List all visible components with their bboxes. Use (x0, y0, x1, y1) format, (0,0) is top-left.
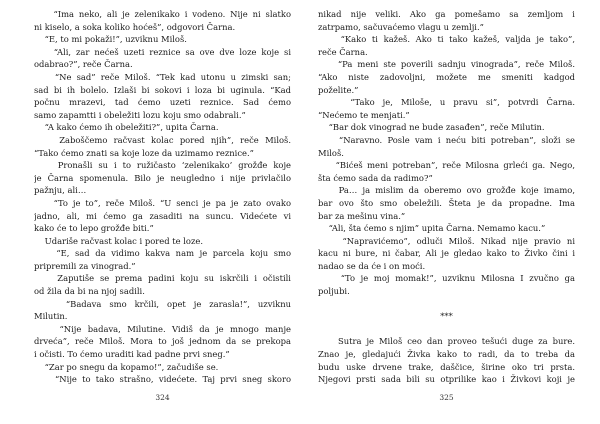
text-line: “Nećemo te menjati.” (318, 109, 410, 120)
text-line: “Pa meni ste poverili sadnju vinograda”, reče Miloš. (318, 59, 575, 70)
text-line: samo zapamtti i obeležiti lozu koju smo odabrali.” (34, 109, 246, 120)
text-line: šta ćemo sada da radimo?” (318, 172, 433, 183)
text-line: “A kako ćemo ih obeležiti?”, upita Čarna. (34, 122, 219, 133)
text-line: “Tako je, Miloše, u pravu si”, potvrdi Čarna. (318, 97, 575, 108)
text-line: Znao je, gledajući Živka kako to radi, da to treba da (318, 349, 575, 360)
text-line: Sutra je Miloš ceo dan proveo tešući duge za bure. (318, 336, 575, 347)
text-line: Zaputiše se prema padini koju su iskrčili i očistili (34, 273, 291, 284)
text-line: Milutin. (34, 311, 68, 322)
text-line: poljubi. (318, 286, 350, 297)
blank-line (318, 323, 575, 336)
text-line: “Ali, šta ćemo s njim” upita Čarna. Nemamo kacu.” (318, 223, 546, 234)
text-line: Zaboščemo račvast kolac pored njih”, reče Miloš. (34, 134, 291, 145)
text-line: ni kiselo, a soka koliko hoćeš”, odgovori Čarna. (34, 21, 236, 32)
text-line: “Nije badava, Milutine. Vidiš da je mnogo manje (34, 323, 291, 334)
text-line: pažnju, ali… (34, 185, 87, 196)
text-line: “To je moj momak!”, uzviknu Milosna I zvučno ga (318, 273, 575, 284)
text-line: “Ima neko, ali je zelenikako i vodeno. Nije ni slatko (34, 9, 291, 19)
text-line: Pronašli su i to ružičasto ‘zelenikako’ grožđe koje (34, 160, 291, 171)
text-line: Pa… ja mislim da oberemo ovo grožđe koje imamo, (318, 185, 575, 196)
text-line: “Ne sad” reče Miloš. “Tek kad utonu u zimski san; (34, 71, 291, 82)
text-line: “Kako ti kažeš. Ako ti tako kažeš, valjda je tako”, (318, 34, 575, 45)
text-line: “Tako ćemo znati sa koje loze da uzimamo reznice.” (34, 147, 254, 158)
page-number-left: 324 (155, 393, 170, 402)
text-line: poželite.” (318, 84, 359, 95)
text-line: od žila da bi na njoj sadili. (34, 286, 145, 297)
text-line: kako će to lepo grožđe biti.” (34, 223, 154, 234)
page-number-right: 325 (439, 393, 454, 402)
text-line: bar ovo što smo obeležili. Šteta je da propadne. Ima (318, 197, 575, 208)
text-line: “E, to mi pokaži!”, uzviknu Miloš. (34, 34, 187, 45)
text-line: jadno, ali, mi ćemo ga zasaditi na suncu. Videćete vi (34, 210, 291, 221)
text-line: reče Čarna. (318, 46, 368, 57)
text-line: “Nije to tako strašno, videćete. Taj prvi sneg skoro (34, 374, 291, 385)
text-line: “Bićeš meni potreban”, reče Milosna grleći ga. Nego, (318, 160, 575, 171)
right-page-text (318, 8, 575, 386)
text-line: “Ali, zar nećeš uzeti reznice sa ove dve loze koje si (34, 46, 291, 57)
text-line: nadao se da će i on moći. (318, 260, 426, 271)
left-page (34, 8, 291, 386)
text-line: je Čarna spomenula. Bilo je neugledno i nije privlačilo (34, 172, 291, 183)
text-line: “Bar dok vinograd ne bude zasađen”, reče Milutin. (318, 122, 545, 133)
text-line: zatrpamo, sačuvaćemo vlagu u zemlji.” (318, 21, 484, 32)
text-line: počnu mrazevi, tad ćemo uzeti reznice. Sad ćemo (34, 97, 291, 108)
text-line: budu uske drvene trake, daščice, širine oko tri prsta. (318, 361, 575, 372)
text-line: Njegovi prsti sada bili su otprilike kao i Živkovi koji je (318, 374, 575, 385)
text-line: “Ako niste zadovoljni, možete me smeniti kadgod (318, 71, 575, 82)
text-line: i očisti. To ćemo uraditi kad padne prvi sneg.” (34, 349, 230, 360)
left-page-text (34, 8, 291, 386)
right-page (318, 8, 575, 386)
text-line: bar za mešinu vina.” (318, 210, 406, 221)
text-line: “Badava smo krčili, opet je zarasla!”, uzviknu (34, 298, 291, 309)
text-line: “Napravićemo”, odluči Miloš. Nikad nije pravio ni (318, 235, 575, 246)
text-line: sad bi ih bolelo. Izlaši bi sokovi i loza bi uginula. “Kad (34, 84, 291, 95)
text-line: odabrao?”, reče Čarna. (34, 59, 133, 70)
text-line: pripremili za vinograd.” (34, 260, 136, 271)
text-line: “Zar po snegu da kopamo!”, začudiše se. (34, 361, 219, 372)
text-line: Udariše račvast kolac i pored te loze. (34, 235, 204, 246)
text-line: drveća”, reče Miloš. Mora to još jednom da se prekopa (34, 336, 291, 347)
text-line: kacu ni bure, ni čabar, Ali je gledao kako to Živko čini i (318, 248, 575, 259)
text-line: “To je to”, reče Miloš. “U senci je pa je zato ovako (34, 197, 291, 208)
section-break: *** (440, 311, 453, 322)
text-line: “E, sad da vidimo kakva nam je parcela koju smo (34, 248, 291, 259)
text-line: nikad nije veliki. Ako ga pomešamo sa zemljom i (318, 9, 575, 19)
blank-line (318, 298, 575, 311)
text-line: Miloš. (318, 147, 344, 158)
text-line: “Naravno. Posle vam i neću biti potreban”, složi se (318, 134, 575, 145)
